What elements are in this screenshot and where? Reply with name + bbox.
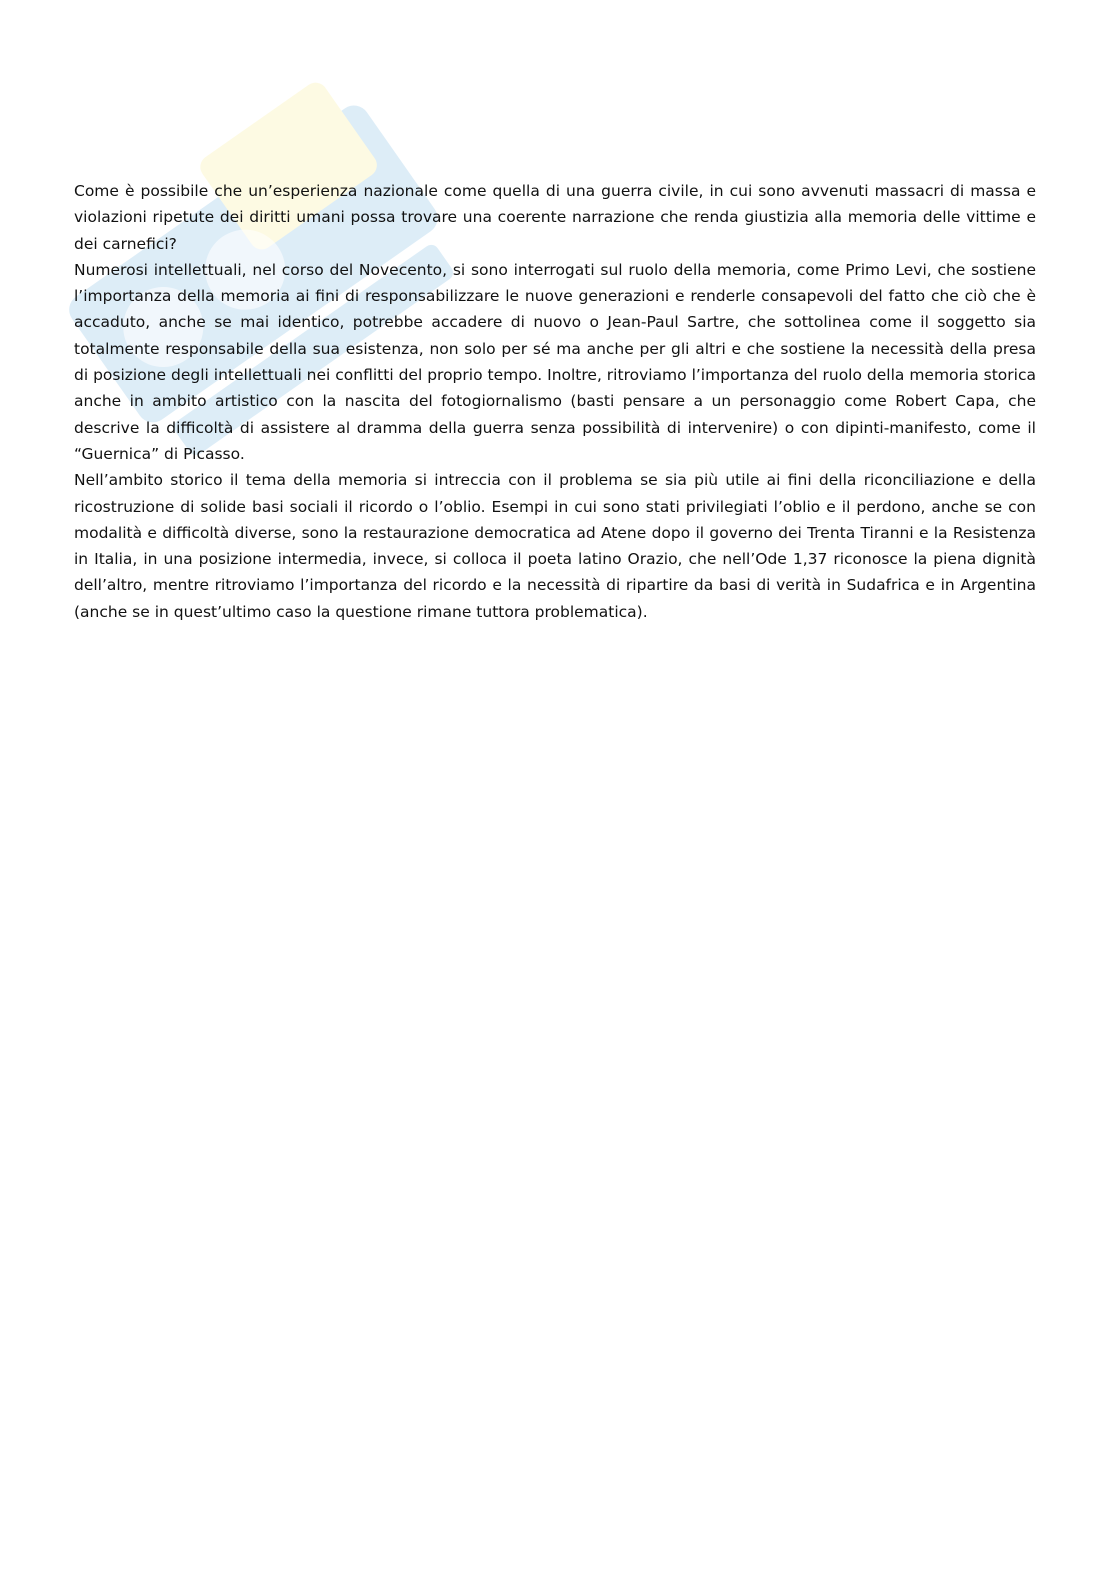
document-body <box>74 178 1036 625</box>
paragraph-2: Numerosi intellettuali, nel corso del Novecento, si sono interrogati sul ruolo della memoria, come Primo Levi, che sostiene l’importanza della memoria ai fini di responsabilizzare le nuove generazioni e renderle consapevoli del fatto che ciò che è accaduto, anche se mai identico, potrebbe accadere di nuovo o Jean-Paul Sartre, che sottolinea come il soggetto sia totalmente responsabile della sua esistenza, non solo per sé ma anche per gli altri e che sostiene la necessità della presa di posizione degli intellettuali nei conflitti del proprio tempo. Inoltre, ritroviamo l’importanza del ruolo della memoria storica anche in ambito artistico con la nascita del fotogiornalismo (basti pensare a un personaggio come Robert Capa, che descrive la difficoltà di assistere al dramma della guerra senza possibilità di intervenire) o con dipinti-manifesto, come il “Guernica” di Picasso. <box>74 260 1036 463</box>
paragraph-1: Come è possibile che un’esperienza nazionale come quella di una guerra civile, in cui sono avvenuti massacri di massa e violazioni ripetute dei diritti umani possa trovare una coerente narrazione che renda giustizia alla memoria delle vittime e dei carnefici? <box>74 182 1036 253</box>
paragraph-3: Nell’ambito storico il tema della memoria si intreccia con il problema se sia più utile ai fini della riconciliazione e della ricostruzione di solide basi sociali il ricordo o l’oblio. Esempi in cui sono stati privilegiati l’oblio e il perdono, anche se con modalità e difficoltà diverse, sono la restaurazione democratica ad Atene dopo il governo dei Trenta Tiranni e la Resistenza in Italia, in una posizione intermedia, invece, si colloca il poeta latino Orazio, che nell’Ode 1,37 riconosce la piena dignità dell’altro, mentre ritroviamo l’importanza del ricordo e la necessità di ripartire da basi di verità in Sudafrica e in Argentina (anche se in quest’ultimo caso la questione rimane tuttora problematica). <box>74 471 1036 621</box>
